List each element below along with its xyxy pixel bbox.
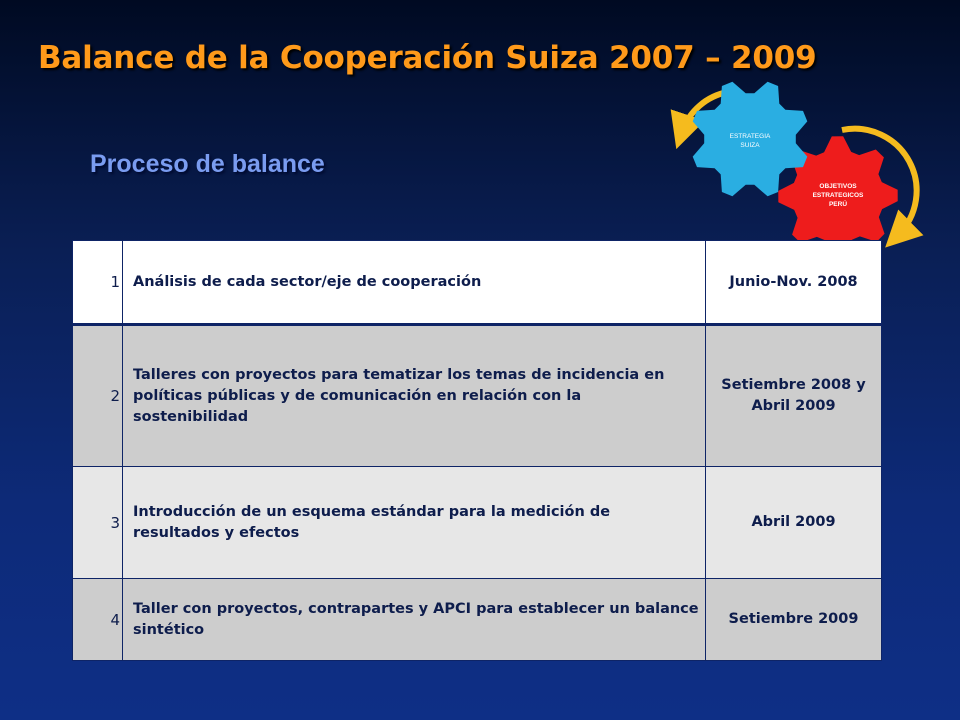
gear1-label-1: ESTRATEGIA <box>729 133 771 140</box>
gears-diagram <box>670 80 930 255</box>
table-row <box>73 579 882 661</box>
step-number: 4 <box>73 579 123 661</box>
step-date: Setiembre 2009 <box>706 579 882 661</box>
step-number: 3 <box>73 467 123 579</box>
step-date: Setiembre 2008 y Abril 2009 <box>706 325 882 467</box>
step-description: Análisis de cada sector/eje de cooperación <box>123 241 706 325</box>
table-row <box>73 467 882 579</box>
slide-title: Balance de la Cooperación Suiza 2007 – 2009 <box>38 40 817 76</box>
gear2-label-1: OBJETIVOS <box>819 183 857 190</box>
gear2-label-3: PERÚ <box>828 201 848 208</box>
gear2-label-2: ESTRATEGICOS <box>812 192 864 199</box>
step-description: Talleres con proyectos para tematizar los temas de incidencia en políticas públicas y de comunicación en relación con la sostenibilidad <box>123 325 706 467</box>
step-description: Introducción de un esquema estándar para la medición de resultados y efectos <box>123 467 706 579</box>
table-row <box>73 241 882 325</box>
process-table <box>72 240 882 661</box>
step-number: 1 <box>73 241 123 325</box>
step-date: Abril 2009 <box>706 467 882 579</box>
step-date: Junio-Nov. 2008 <box>706 241 882 325</box>
step-number: 2 <box>73 325 123 467</box>
gear1-label-2: SUIZA <box>740 142 760 149</box>
table-row <box>73 325 882 467</box>
step-description: Taller con proyectos, contrapartes y APCI para establecer un balance sintético <box>123 579 706 661</box>
slide-subtitle: Proceso de balance <box>90 150 325 178</box>
